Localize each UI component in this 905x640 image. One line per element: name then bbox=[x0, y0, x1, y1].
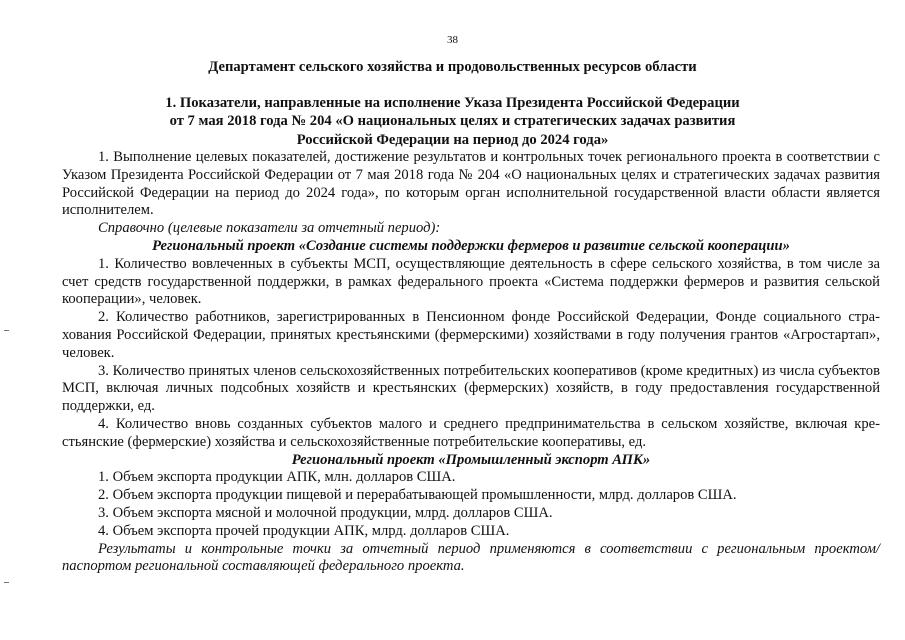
section-heading bbox=[0, 94, 905, 149]
project-title-prefix: Региональный проект bbox=[152, 237, 296, 254]
list-item: 3. Количество принятых членов сельскохозяйственных потребительских кооперативов (кроме кредитных) из числа субъектов МСП, включая личных подсобных хозяйств и крестьянских (фермерских) хозяйств, в году предоставления государственной поддержки, ед. bbox=[62, 362, 880, 415]
list-item: 2. Количество работников, зарегистрированных в Пенсионном фонде Российской Федерации, Фонде социального страхования Российской Федерации, принятых крестьянскими (фермерскими) хозяйствами в году получения грантов «Агростартап», человек. bbox=[62, 309, 880, 361]
department-title: Департамент сельского хозяйства и продовольственных ресурсов области bbox=[208, 59, 697, 75]
section-heading-line: от 7 мая 2018 года № 204 «О национальных целях и стратегических задачах развития bbox=[169, 113, 736, 130]
list-item: 1. Количество вовлеченных в субъекты МСП, осуществляющие деятельность в сфере сельского хозяйства, в том числе за счет средств государственной поддержки, в рамках федерального проекта «Система поддержки фермеров и развития сельской кооперации», человек. bbox=[62, 255, 880, 308]
project-title-name: «Создание системы поддержки фермеров и развитие сельской кооперации» bbox=[298, 237, 790, 254]
scan-edge-mark bbox=[4, 330, 9, 331]
project-title-farmers bbox=[62, 238, 880, 256]
document-body bbox=[62, 149, 880, 576]
list-item: 3. Объем экспорта мясной и молочной продукции, млрд. долларов США. bbox=[98, 504, 553, 521]
page-number: 38 bbox=[447, 34, 458, 46]
list-item: 1. Объем экспорта продукции АПК, млн. долларов США. bbox=[98, 469, 456, 486]
reference-note: Справочно (целевые показатели за отчетный период): bbox=[98, 220, 441, 237]
scan-edge-mark bbox=[4, 582, 9, 583]
intro-paragraph: 1. Выполнение целевых показателей, достижение результатов и контрольных точек регионального проекта в соответствии с Указом Президента Российской Федерации от 7 мая 2018 года № 204 «О национальных целях и стратегических задачах развития Российской Федерации на период до 2024 года», по которым орган исполнительной государственной власти области является исполнителем. bbox=[62, 149, 880, 219]
project-title-export: Региональный проект «Промышленный экспорт АПК» bbox=[291, 451, 651, 468]
section-heading-line: Российской Федерации на период до 2024 года» bbox=[296, 131, 609, 148]
list-item: 4. Объем экспорта прочей продукции АПК, млрд. долларов США. bbox=[98, 522, 510, 539]
closing-note: Результаты и контрольные точки за отчетный период применяются в соответствии с региональным проектом/паспортом региональной составляющей федерального проекта. bbox=[62, 540, 880, 575]
section-heading-line: 1. Показатели, направленные на исполнение Указа Президента Российской Федерации bbox=[165, 95, 740, 111]
list-item: 2. Объем экспорта продукции пищевой и перерабатывающей промышленности, млрд. долларов США. bbox=[98, 487, 737, 504]
list-item: 4. Количество вновь созданных субъектов малого и среднего предпринимательства в сельском хозяйстве, включая крестьянские (фермерские) хозяйства и сельскохозяйственные потребительские кооперативы, ед. bbox=[62, 415, 880, 450]
